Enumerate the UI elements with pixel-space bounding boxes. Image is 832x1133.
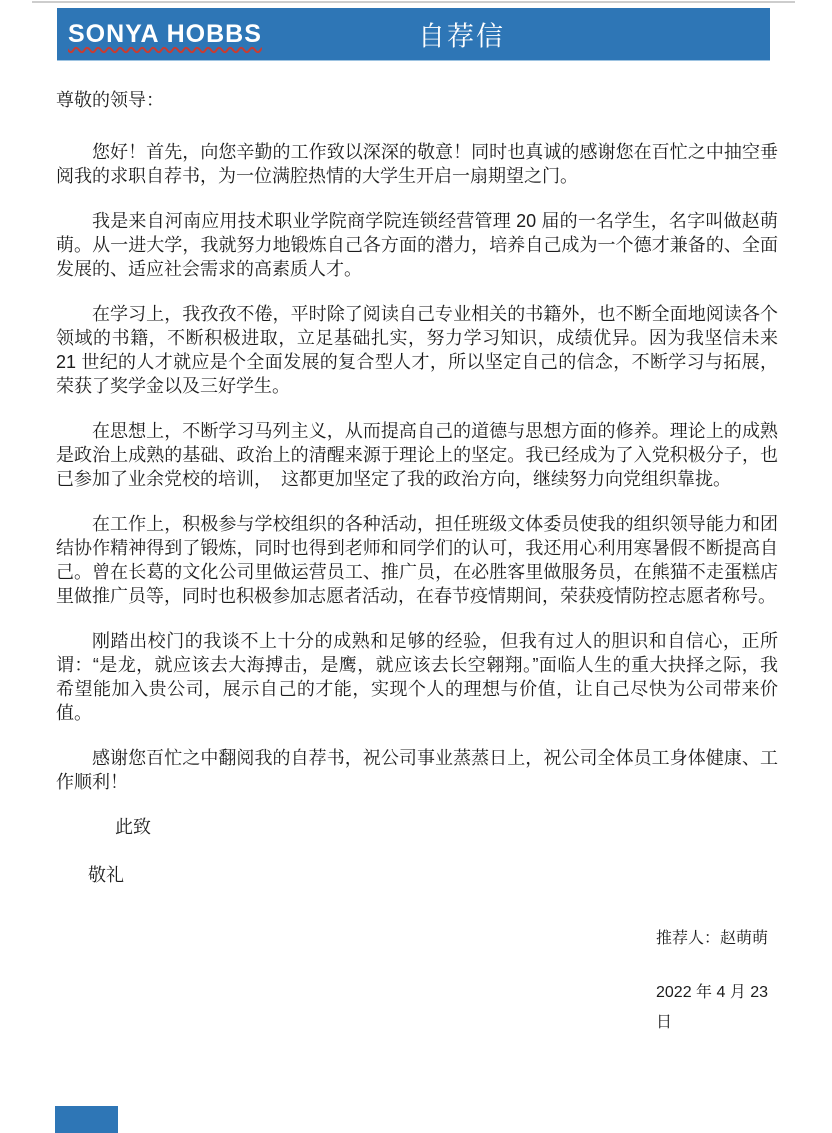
signature-date-line2: 日 — [656, 1014, 673, 1031]
letter-paragraph: 感谢您百忙之中翻阅我的自荐书，祝公司事业蒸蒸日上，祝公司全体员工身体健康、工作顺利！ — [56, 748, 778, 792]
signature-name: 推荐人：赵萌萌 — [656, 930, 769, 947]
letter-paragraph: 我是来自河南应用技术职业学院商学院连锁经营管理 20 届的一名学生，名字叫做赵萌萌。从一进大学，我就努力地锻炼自己各方面的潜力，培养自己成为一个德才兼备的、全面发展的、适应社会需求的高素质人才。 — [56, 211, 778, 279]
letter-paragraph: 在思想上，不断学习马列主义，从而提高自己的道德与思想方面的修养。理论上的成熟是政治上成熟的基础、政治上的清醒来源于理论上的坚定。我已经成为了入党积极分子，也已参加了业余党校的培训， 这都更加坚定了我的政治方向，继续努力向党组织靠拢。 — [56, 421, 778, 489]
signature-block — [656, 928, 774, 1038]
letter-paragraph: 您好！首先，向您辛勤的工作致以深深的敬意！同时也真诚的感谢您在百忙之中抽空垂阅我的求职自荐书，为一位满腔热情的大学生开启一扇期望之门。 — [56, 142, 778, 186]
letter-paragraph: 刚踏出校门的我谈不上十分的成熟和足够的经验，但我有过人的胆识和自信心，正所谓：“是龙，就应该去大海搏击，是鹰，就应该去长空翱翔。”面临人生的重大抉择之际，我希望能加入贵公司，展示自己的才能，实现个人的理想与价值，让自己尽快为公司带来价值。 — [56, 631, 778, 723]
closing-jingli: 敬礼 — [88, 865, 124, 885]
letter-paragraph: 在学习上，我孜孜不倦，平时除了阅读自己专业相关的书籍外，也不断全面地阅读各个领域的书籍，不断积极进取，立足基础扎实，努力学习知识，成绩优异。因为我坚信未来 21 世纪的人才就应是个全面发展的复合型人才，所以坚定自己的信念，不断学习与拓展，荣获了奖学金以及三好学生。 — [56, 304, 778, 396]
letter-body — [56, 88, 778, 1038]
signature-date-line1: 2022 年 4 月 23 — [656, 984, 769, 1001]
signature-date — [656, 978, 774, 1038]
salutation: 尊敬的领导： — [56, 90, 164, 110]
footer-accent-block — [55, 1106, 118, 1133]
header-banner — [57, 8, 770, 61]
letter-paragraph: 在工作上，积极参与学校组织的各种活动，担任班级文体委员使我的组织领导能力和团结协作精神得到了锻炼，同时也得到老师和同学们的认可，我还用心利用寒暑假不断提高自己。曾在长葛的文化公司里做运营员工、推广员，在必胜客里做服务员，在熊猫不走蛋糕店里做推广员等，同时也积极参加志愿者活动，在春节疫情期间，荣获疫情防控志愿者称号。 — [56, 514, 778, 606]
document-title: 自荐信 — [418, 21, 505, 52]
page-top-edge-line — [32, 1, 795, 3]
closing-cizhi: 此致 — [115, 817, 151, 837]
author-name: SONYA HOBBS — [68, 19, 262, 48]
